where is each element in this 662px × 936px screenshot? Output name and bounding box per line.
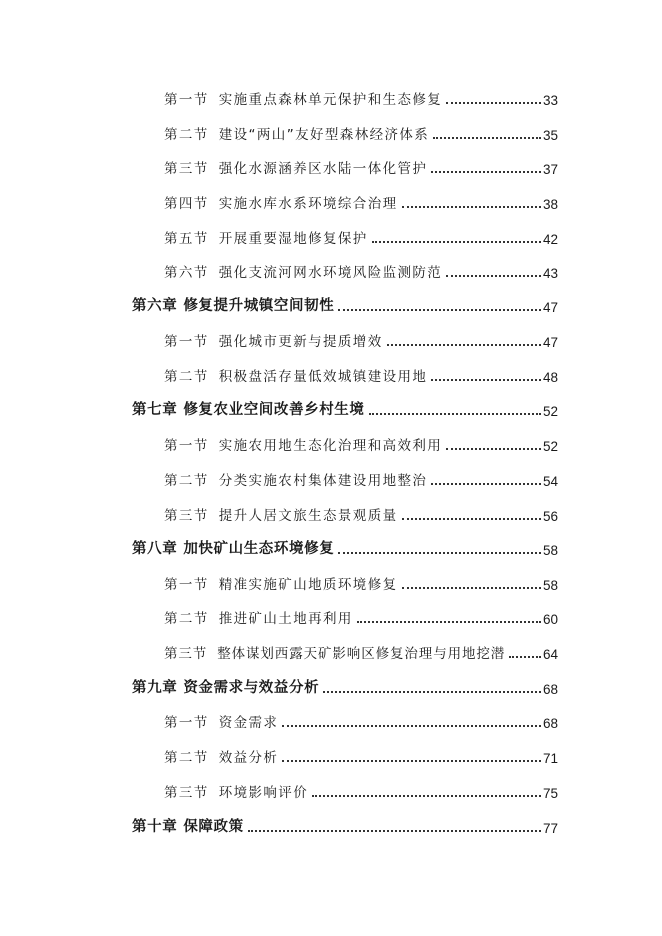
dot-leader xyxy=(402,518,541,520)
dot-leader xyxy=(446,275,541,277)
toc-entry-page: 42 xyxy=(543,232,559,247)
toc-entry[interactable] xyxy=(0,86,662,108)
toc-entry-page: 56 xyxy=(543,509,559,524)
toc-entry-number: 第二节 xyxy=(164,369,209,385)
toc-entry[interactable] xyxy=(0,155,662,177)
toc-chapter-page: 58 xyxy=(543,543,559,558)
dot-leader xyxy=(402,206,541,208)
toc-entry-number: 第一节 xyxy=(164,334,209,350)
toc-entry-number: 第二节 xyxy=(164,750,209,766)
toc-entry-number: 第六节 xyxy=(164,265,209,281)
toc-entry-title: 强化水源涵养区水陆一体化管护 xyxy=(218,161,428,177)
toc-entry-number: 第三节 xyxy=(164,508,209,524)
toc-entry-title: 实施农用地生态化治理和高效利用 xyxy=(218,438,443,454)
toc-entry-page: 64 xyxy=(543,647,559,662)
toc-entry-number: 第三节 xyxy=(164,161,209,177)
toc-entry[interactable] xyxy=(0,190,662,212)
toc-entry-number: 第一节 xyxy=(164,438,209,454)
toc-entry-title: 开展重要湿地修复保护 xyxy=(218,231,368,247)
toc-entry-page: 33 xyxy=(543,93,559,108)
toc-entry-title: 推进矿山土地再利用 xyxy=(218,611,353,627)
toc-entry-page: 68 xyxy=(543,716,559,731)
dot-leader xyxy=(338,552,541,554)
toc-chapter-number: 第十章 xyxy=(132,819,178,835)
toc-entry[interactable] xyxy=(0,121,662,143)
toc-entry-page: 60 xyxy=(543,612,559,627)
dot-leader xyxy=(431,171,541,173)
dot-leader xyxy=(282,760,541,762)
dot-leader xyxy=(387,344,541,346)
toc-entry[interactable] xyxy=(0,779,662,801)
toc-chapter-title: 修复提升城镇空间韧性 xyxy=(183,298,335,314)
toc-entry-title: 实施重点森林单元保护和生态修复 xyxy=(218,92,443,108)
dot-leader xyxy=(446,448,541,450)
dot-leader xyxy=(357,621,541,623)
dot-leader xyxy=(431,379,541,381)
toc-entry-title: 精准实施矿山地质环境修复 xyxy=(218,577,398,593)
toc-entry[interactable] xyxy=(0,432,662,454)
toc-entry-page: 38 xyxy=(543,197,559,212)
toc-entry-title: 强化支流河网水环境风险监测防范 xyxy=(218,265,443,281)
toc-entry[interactable] xyxy=(0,502,662,524)
toc-entry-title: 提升人居文旅生态景观质量 xyxy=(218,508,398,524)
toc-chapter-page: 77 xyxy=(543,821,559,836)
toc-entry-title: 环境影响评价 xyxy=(218,785,309,801)
toc-chapter-page: 68 xyxy=(543,682,559,697)
toc-entry[interactable] xyxy=(0,640,662,662)
toc-chapter[interactable] xyxy=(0,397,662,419)
toc-entry-page: 54 xyxy=(543,474,559,489)
toc-entry[interactable] xyxy=(0,709,662,731)
toc-entry-page: 37 xyxy=(543,162,559,177)
toc-chapter-title: 加快矿山生态环境修复 xyxy=(183,541,335,557)
dot-leader xyxy=(509,656,541,658)
dot-leader xyxy=(446,102,541,104)
toc-entry-page: 52 xyxy=(543,439,559,454)
toc-chapter[interactable] xyxy=(0,675,662,697)
toc-entry[interactable] xyxy=(0,259,662,281)
toc-chapter[interactable] xyxy=(0,536,662,558)
dot-leader xyxy=(312,795,541,797)
toc-entry-number: 第二节 xyxy=(164,127,209,143)
toc-entry-number: 第三节 xyxy=(164,646,208,662)
toc-entry-title: 效益分析 xyxy=(218,750,279,766)
toc-entry-title: 积极盘活存量低效城镇建设用地 xyxy=(218,369,428,385)
toc-chapter-number: 第七章 xyxy=(132,402,178,418)
toc-entry[interactable] xyxy=(0,225,662,247)
toc-entry-title: 强化城市更新与提质增效 xyxy=(218,334,383,350)
toc-entry-page: 48 xyxy=(543,370,559,385)
toc-chapter[interactable] xyxy=(0,814,662,836)
dot-leader xyxy=(402,587,541,589)
dot-leader xyxy=(248,830,541,832)
toc-entry-title: 整体谋划西露天矿影响区修复治理与用地挖潜 xyxy=(217,646,506,662)
toc-entry-page: 35 xyxy=(543,128,559,143)
toc-chapter-title: 保障政策 xyxy=(183,819,244,835)
toc-entry-title: 分类实施农村集体建设用地整治 xyxy=(218,473,428,489)
toc-entry-number: 第一节 xyxy=(164,92,209,108)
dot-leader xyxy=(431,483,541,485)
toc-entry-number: 第二节 xyxy=(164,611,209,627)
toc-entry-title: 建设“两山”友好型森林经济体系 xyxy=(218,127,430,143)
toc-entry[interactable] xyxy=(0,328,662,350)
toc-entry[interactable] xyxy=(0,571,662,593)
toc-entry-page: 47 xyxy=(543,335,559,350)
dot-leader xyxy=(323,691,541,693)
dot-leader xyxy=(338,309,541,311)
toc-chapter-title: 修复农业空间改善乡村生境 xyxy=(183,402,365,418)
toc-entry-page: 71 xyxy=(543,751,559,766)
dot-leader xyxy=(372,241,541,243)
toc-entry[interactable] xyxy=(0,744,662,766)
dot-leader xyxy=(369,413,541,415)
toc-entry-page: 75 xyxy=(543,786,559,801)
toc-entry-title: 实施水库水系环境综合治理 xyxy=(218,196,398,212)
toc-entry-number: 第一节 xyxy=(164,715,209,731)
toc-entry-page: 58 xyxy=(543,578,559,593)
toc-entry[interactable] xyxy=(0,467,662,489)
toc-chapter-title: 资金需求与效益分析 xyxy=(183,680,320,696)
toc-entry-number: 第三节 xyxy=(164,785,209,801)
toc-chapter-page: 47 xyxy=(543,300,559,315)
toc-entry-number: 第四节 xyxy=(164,196,209,212)
toc-chapter-number: 第八章 xyxy=(132,541,178,557)
toc-entry-title: 资金需求 xyxy=(218,715,279,731)
toc-entry[interactable] xyxy=(0,605,662,627)
toc-chapter-number: 第九章 xyxy=(132,680,178,696)
toc-entry-number: 第二节 xyxy=(164,473,209,489)
toc-chapter[interactable] xyxy=(0,293,662,315)
toc-chapter-page: 52 xyxy=(543,404,559,419)
toc-entry-number: 第一节 xyxy=(164,577,209,593)
toc-entry[interactable] xyxy=(0,363,662,385)
toc-entry-page: 43 xyxy=(543,266,559,281)
toc-chapter-number: 第六章 xyxy=(132,298,178,314)
dot-leader xyxy=(282,725,541,727)
dot-leader xyxy=(433,137,541,139)
toc-entry-number: 第五节 xyxy=(164,231,209,247)
